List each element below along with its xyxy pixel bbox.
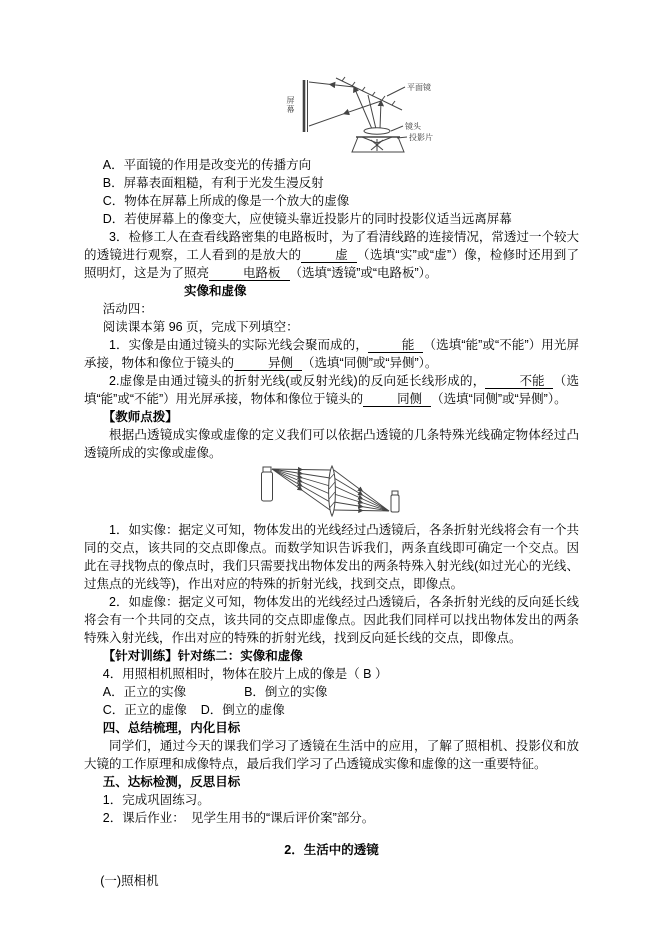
- q3-answer-1: 虚: [301, 248, 357, 263]
- projector-figure: [284, 76, 460, 154]
- mirror-label: 平面镜: [407, 83, 431, 92]
- incident-rays: [272, 469, 330, 510]
- q3-text-3: （选填“透镜”或“电路板”）。: [289, 266, 438, 280]
- read-instruction: 阅读课本第 96 页，完成下列填空：: [102, 320, 299, 334]
- mirror-leader-line: [387, 87, 405, 96]
- object-shape: [261, 467, 272, 501]
- lens-ray-svg: [256, 465, 408, 519]
- section-4-heading: 四、总结梳理，内化目标: [102, 721, 241, 735]
- paragraph-virtual-image: 2．如虚像：据定义可知，物体发出的光线经过凸透镜后，各条折射光线的反向延长线将会有一个共同的交点，该共同的交点即虚像点。因此我们同样可以找出物体发出的两条特殊入射光线，作出对应的特殊的折射光线，找到反向延长线的交点，即像点。: [84, 595, 579, 645]
- q3-answer-2: 电路板: [209, 266, 290, 281]
- option-d: D．若使屏幕上的像变大，应使镜头靠近投影片的同时投影仪适当远离屏幕: [102, 212, 512, 226]
- fill1-text-2: （选填“能”或“不能”）用光屏承接，物体和像位于镜头的: [84, 338, 579, 370]
- convex-lens-shape: [328, 466, 335, 516]
- section-title-real-virtual: 实像和虚像: [184, 284, 247, 298]
- fill2-answer-2: 同侧: [363, 392, 431, 407]
- teacher-tip-label: 【教师点拨】: [102, 410, 178, 424]
- slide-label: 投影片: [409, 133, 433, 142]
- screen-shape: [304, 80, 308, 132]
- q4-option-b: B．倒立的实像: [244, 685, 328, 699]
- fill1-answer-2: 异侧: [234, 356, 302, 371]
- option-b: B．屏幕表面粗糙，有利于光发生漫反射: [102, 176, 324, 190]
- drill-label: 【针对训练】: [102, 649, 178, 663]
- next-lesson-subsection: (一)照相机: [100, 874, 159, 888]
- q4-option-d: D．倒立的虚像: [200, 703, 285, 717]
- fill2-text-2: （选填“能”或“不能”）用光屏承接，物体和像位于镜头的: [84, 374, 579, 406]
- drill-line: [84, 647, 579, 665]
- fill-item-2: [84, 372, 579, 408]
- option-c: C．物体在屏幕上所成的像是一个放大的虚像: [102, 194, 350, 208]
- q4-option-a: A．正立的实像: [102, 685, 187, 699]
- fill2-text-1: 2.虚像是由通过镜头的折射光线(或反射光线)的反向延长线形成的，: [109, 374, 486, 388]
- next-lesson-title: 2．生活中的透镜: [284, 843, 379, 857]
- screen-label: 屏幕: [286, 96, 295, 114]
- fill1-text-1: 1．实像是由通过镜头的实际光线会聚而成的，: [109, 338, 368, 352]
- lens-ray-figure: [256, 465, 408, 519]
- fill2-text-3: （选填“同侧”或“异侧”）。: [431, 392, 567, 406]
- fill1-text-3: （选填“同侧”或“异侧”）。: [302, 356, 438, 370]
- question-4-options-cd: [84, 701, 579, 719]
- projector-body: [352, 137, 404, 152]
- summary-paragraph: 同学们，通过今天的课我们学习了透镜在生活中的应用，了解了照相机、投影仪和放大镜的工作原理和成像特点，最后我们学习了凸透镜成实像和虚像的这一重要特征。: [84, 739, 579, 771]
- task-2: 2．课后作业： 见学生用书的“课后评价案”部分。: [102, 811, 375, 825]
- drill-text: 针对练二：实像和虚像: [177, 649, 303, 663]
- question-3: [84, 228, 579, 282]
- lens-leader-line: [391, 126, 403, 131]
- teacher-tip-body: 根据凸透镜成实像或虚像的定义我们可以依据凸透镜的几条特殊光线确定物体经过凸透镜所成的实像或虚像。: [84, 428, 579, 460]
- task-1: 1．完成巩固练习。: [102, 793, 210, 807]
- refracted-rays: [334, 470, 389, 511]
- projector-diagram-svg: [284, 76, 460, 154]
- section-5-heading: 五、达标检测，反思目标: [102, 775, 241, 789]
- lens-shape: [364, 128, 390, 134]
- question-4-stem: 4．用照相机照相时，物体在胶片上成的像是（ B ）: [102, 667, 388, 681]
- fill-item-1: [84, 336, 579, 372]
- lens-label: 镜头: [405, 122, 421, 131]
- fill1-answer-1: 能: [368, 338, 424, 353]
- paragraph-real-image: 1．如实像：据定义可知，物体发出的光线经过凸透镜后，各条折射光线将会有一个共同的交点，该共同的交点即像点。而数学知识告诉我们，两条直线即可确定一个交点。因此在寻找物点的像点时，我们只需要找出物体发出的两条特殊入射光线(如过光心的光线、过焦点的光线等)，作出对应的特殊的折射光线，找到交点，即像点。: [84, 523, 579, 591]
- option-a: A．平面镜的作用是改变光的传播方向: [102, 158, 312, 172]
- document-content: [0, 76, 661, 890]
- q3-text-2: （选填“实”或“虚”）像，检修时还用到了照明灯，这是为了照亮: [84, 248, 579, 280]
- fill2-answer-1: 不能: [485, 374, 553, 389]
- q3-text-1: 3．检修工人在查看线路密集的电路板时，为了看清线路的连接情况，常透过一个较大的透镜进行观察，工人看到的是放大的: [84, 230, 579, 262]
- image-shape: [391, 491, 399, 512]
- question-4-options-ab: [84, 683, 579, 701]
- activity-4-label: 活动四：: [102, 302, 153, 316]
- q4-option-c: C．正立的虚像: [102, 703, 187, 717]
